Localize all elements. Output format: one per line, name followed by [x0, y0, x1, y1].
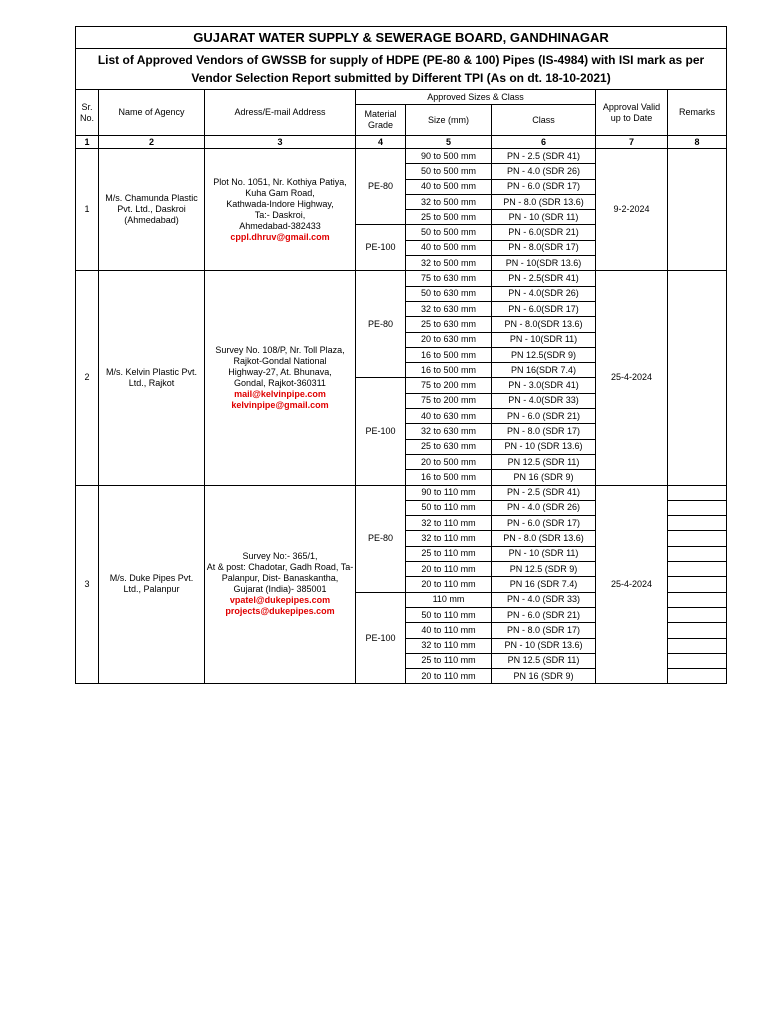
remarks-cell: [668, 516, 727, 531]
class-cell: PN - 8.0 (SDR 13.6): [492, 531, 596, 546]
size-cell: 20 to 110 mm: [406, 562, 492, 577]
class-cell: PN - 6.0 (SDR 21): [492, 409, 596, 424]
class-cell: PN 12.5 (SDR 9): [492, 562, 596, 577]
vendor-email: mail@kelvinpipe.com: [234, 388, 326, 399]
class-cell: PN - 8.0 (SDR 17): [492, 424, 596, 439]
size-cell: 20 to 500 mm: [406, 454, 492, 469]
vendor-address: [205, 485, 356, 684]
size-cell: 16 to 500 mm: [406, 470, 492, 485]
header-class: Class: [492, 105, 596, 136]
class-cell: PN - 10 (SDR 11): [492, 546, 596, 561]
size-cell: 90 to 500 mm: [406, 149, 492, 164]
size-cell: 50 to 500 mm: [406, 164, 492, 179]
vendor-sr-no: 3: [76, 485, 99, 684]
size-cell: 40 to 500 mm: [406, 179, 492, 194]
class-cell: PN 16(SDR 7.4): [492, 363, 596, 378]
header-approval-date: Approval Valid up to Date: [596, 90, 668, 136]
class-cell: PN - 4.0(SDR 26): [492, 286, 596, 301]
header-agency: Name of Agency: [99, 90, 205, 136]
class-cell: PN - 10(SDR 11): [492, 332, 596, 347]
vendor-address: [205, 271, 356, 485]
vendor-agency-name: M/s. Duke Pipes Pvt. Ltd., Palanpur: [99, 485, 205, 684]
column-number: 7: [596, 136, 668, 149]
class-cell: PN - 8.0(SDR 17): [492, 240, 596, 255]
remarks-cell: [668, 669, 727, 684]
material-grade: PE-100: [356, 592, 406, 684]
remarks-cell: [668, 149, 727, 271]
vendor-sr-no: 1: [76, 149, 99, 271]
approval-date: 25-4-2024: [596, 485, 668, 684]
vendor-email: projects@dukepipes.com: [225, 606, 335, 617]
class-cell: PN - 2.5 (SDR 41): [492, 149, 596, 164]
size-cell: 32 to 630 mm: [406, 301, 492, 316]
class-cell: PN - 8.0 (SDR 17): [492, 623, 596, 638]
column-number: 8: [668, 136, 727, 149]
remarks-cell: [668, 500, 727, 515]
size-cell: 25 to 500 mm: [406, 210, 492, 225]
size-cell: 32 to 110 mm: [406, 516, 492, 531]
address-line: Survey No:- 365/1,: [242, 551, 318, 562]
size-cell: 32 to 500 mm: [406, 194, 492, 209]
class-cell: PN 12.5 (SDR 11): [492, 454, 596, 469]
page-subtitle: [76, 49, 727, 90]
class-cell: PN - 6.0 (SDR 21): [492, 607, 596, 622]
vendor-agency-name: M/s. Chamunda Plastic Pvt. Ltd., Daskroi (Ahmedabad): [99, 149, 205, 271]
remarks-cell: [668, 546, 727, 561]
material-grade: PE-80: [356, 485, 406, 592]
vendor-email: vpatel@dukepipes.com: [229, 595, 331, 606]
class-cell: PN 16 (SDR 9): [492, 669, 596, 684]
column-number: 6: [492, 136, 596, 149]
class-cell: PN - 2.5 (SDR 41): [492, 485, 596, 500]
material-grade: PE-100: [356, 225, 406, 271]
vendor-agency-name: M/s. Kelvin Plastic Pvt. Ltd., Rajkot: [99, 271, 205, 485]
class-cell: PN 12.5 (SDR 11): [492, 653, 596, 668]
table-row: [76, 149, 727, 164]
vendor-email: cppl.dhruv@gmail.com: [230, 231, 330, 242]
header-remarks: Remarks: [668, 90, 727, 136]
size-cell: 25 to 630 mm: [406, 317, 492, 332]
size-cell: 110 mm: [406, 592, 492, 607]
size-cell: 20 to 110 mm: [406, 669, 492, 684]
class-cell: PN - 10 (SDR 11): [492, 210, 596, 225]
vendor-address: [205, 149, 356, 271]
class-cell: PN 12.5(SDR 9): [492, 347, 596, 362]
header-material-grade: Material Grade: [356, 105, 406, 136]
class-cell: PN - 10(SDR 13.6): [492, 256, 596, 271]
remarks-cell: [668, 271, 727, 485]
class-cell: PN - 6.0 (SDR 17): [492, 516, 596, 531]
vendor-rows: [76, 149, 727, 684]
class-cell: PN 16 (SDR 9): [492, 470, 596, 485]
size-cell: 40 to 630 mm: [406, 409, 492, 424]
material-grade: PE-100: [356, 378, 406, 485]
size-cell: 75 to 200 mm: [406, 378, 492, 393]
size-cell: 50 to 500 mm: [406, 225, 492, 240]
size-cell: 32 to 630 mm: [406, 424, 492, 439]
material-grade: PE-80: [356, 149, 406, 225]
remarks-cell: [668, 653, 727, 668]
class-cell: PN - 3.0(SDR 41): [492, 378, 596, 393]
table-row: [76, 271, 727, 286]
class-cell: PN - 2.5(SDR 41): [492, 271, 596, 286]
column-number: 4: [356, 136, 406, 149]
remarks-cell: [668, 485, 727, 500]
remarks-cell: [668, 607, 727, 622]
column-number: 5: [406, 136, 492, 149]
class-cell: PN - 6.0(SDR 17): [492, 301, 596, 316]
approval-date: 9-2-2024: [596, 149, 668, 271]
class-cell: PN - 4.0 (SDR 26): [492, 164, 596, 179]
approval-date: 25-4-2024: [596, 271, 668, 485]
address-line: Kuha Gam Road,: [245, 187, 315, 198]
remarks-cell: [668, 592, 727, 607]
size-cell: 50 to 110 mm: [406, 607, 492, 622]
size-cell: 32 to 110 mm: [406, 638, 492, 653]
class-cell: PN - 4.0 (SDR 33): [492, 592, 596, 607]
size-cell: 50 to 110 mm: [406, 500, 492, 515]
page-title: GUJARAT WATER SUPPLY & SEWERAGE BOARD, GANDHINAGAR: [76, 27, 727, 49]
column-number: 1: [76, 136, 99, 149]
address-line: Ta:- Daskroi,: [254, 209, 306, 220]
table-row: [76, 485, 727, 500]
address-line: Kathwada-Indore Highway,: [226, 198, 334, 209]
size-cell: 75 to 630 mm: [406, 271, 492, 286]
class-cell: PN - 8.0(SDR 13.6): [492, 317, 596, 332]
class-cell: PN - 4.0(SDR 33): [492, 393, 596, 408]
address-line: Ahmedabad-382433: [239, 220, 321, 231]
remarks-cell: [668, 623, 727, 638]
header-address: Adress/E-mail Address: [205, 90, 356, 136]
size-cell: 16 to 500 mm: [406, 363, 492, 378]
size-cell: 40 to 110 mm: [406, 623, 492, 638]
material-grade: PE-80: [356, 271, 406, 378]
size-cell: 25 to 110 mm: [406, 546, 492, 561]
vendor-sr-no: 2: [76, 271, 99, 485]
size-cell: 40 to 500 mm: [406, 240, 492, 255]
class-cell: PN - 4.0 (SDR 26): [492, 500, 596, 515]
remarks-cell: [668, 531, 727, 546]
header-size: Size (mm): [406, 105, 492, 136]
size-cell: 32 to 110 mm: [406, 531, 492, 546]
address-line: Gondal, Rajkot-360311: [234, 377, 326, 388]
size-cell: 25 to 630 mm: [406, 439, 492, 454]
column-number: 2: [99, 136, 205, 149]
address-line: Plot No. 1051, Nr. Kothiya Patiya,: [213, 176, 347, 187]
class-cell: PN - 6.0 (SDR 17): [492, 179, 596, 194]
address-line: Rajkot-Gondal National: [233, 355, 327, 366]
vendor-email: kelvinpipe@gmail.com: [231, 399, 329, 410]
class-cell: PN - 10 (SDR 13.6): [492, 439, 596, 454]
class-cell: PN - 10 (SDR 13.6): [492, 638, 596, 653]
class-cell: PN 16 (SDR 7.4): [492, 577, 596, 592]
subtitle-line-2: Vendor Selection Report submitted by Different TPI (As on dt. 18-10-2021): [191, 71, 611, 85]
size-cell: 25 to 110 mm: [406, 653, 492, 668]
size-cell: 32 to 500 mm: [406, 256, 492, 271]
remarks-cell: [668, 638, 727, 653]
size-cell: 20 to 110 mm: [406, 577, 492, 592]
remarks-cell: [668, 562, 727, 577]
column-number: 3: [205, 136, 356, 149]
address-line: At & post: Chadotar, Gadh Road, Ta- Palanpur, Dist- Banaskantha, Gujarat (India)- 385001: [206, 562, 354, 595]
address-line: Highway-27, At. Bhunava,: [228, 366, 332, 377]
size-cell: 20 to 630 mm: [406, 332, 492, 347]
size-cell: 16 to 500 mm: [406, 347, 492, 362]
vendor-table: [75, 26, 727, 684]
address-line: Survey No. 108/P, Nr. Toll Plaza,: [215, 344, 345, 355]
size-cell: 75 to 200 mm: [406, 393, 492, 408]
header-approved-sizes: Approved Sizes & Class: [356, 90, 596, 105]
class-cell: PN - 6.0(SDR 21): [492, 225, 596, 240]
class-cell: PN - 8.0 (SDR 13.6): [492, 194, 596, 209]
remarks-cell: [668, 577, 727, 592]
header-sr-no: Sr. No.: [76, 90, 99, 136]
subtitle-line-1: List of Approved Vendors of GWSSB for supply of HDPE (PE-80 & 100) Pipes (IS-4984) with ISI mark as per: [97, 53, 705, 67]
size-cell: 50 to 630 mm: [406, 286, 492, 301]
size-cell: 90 to 110 mm: [406, 485, 492, 500]
